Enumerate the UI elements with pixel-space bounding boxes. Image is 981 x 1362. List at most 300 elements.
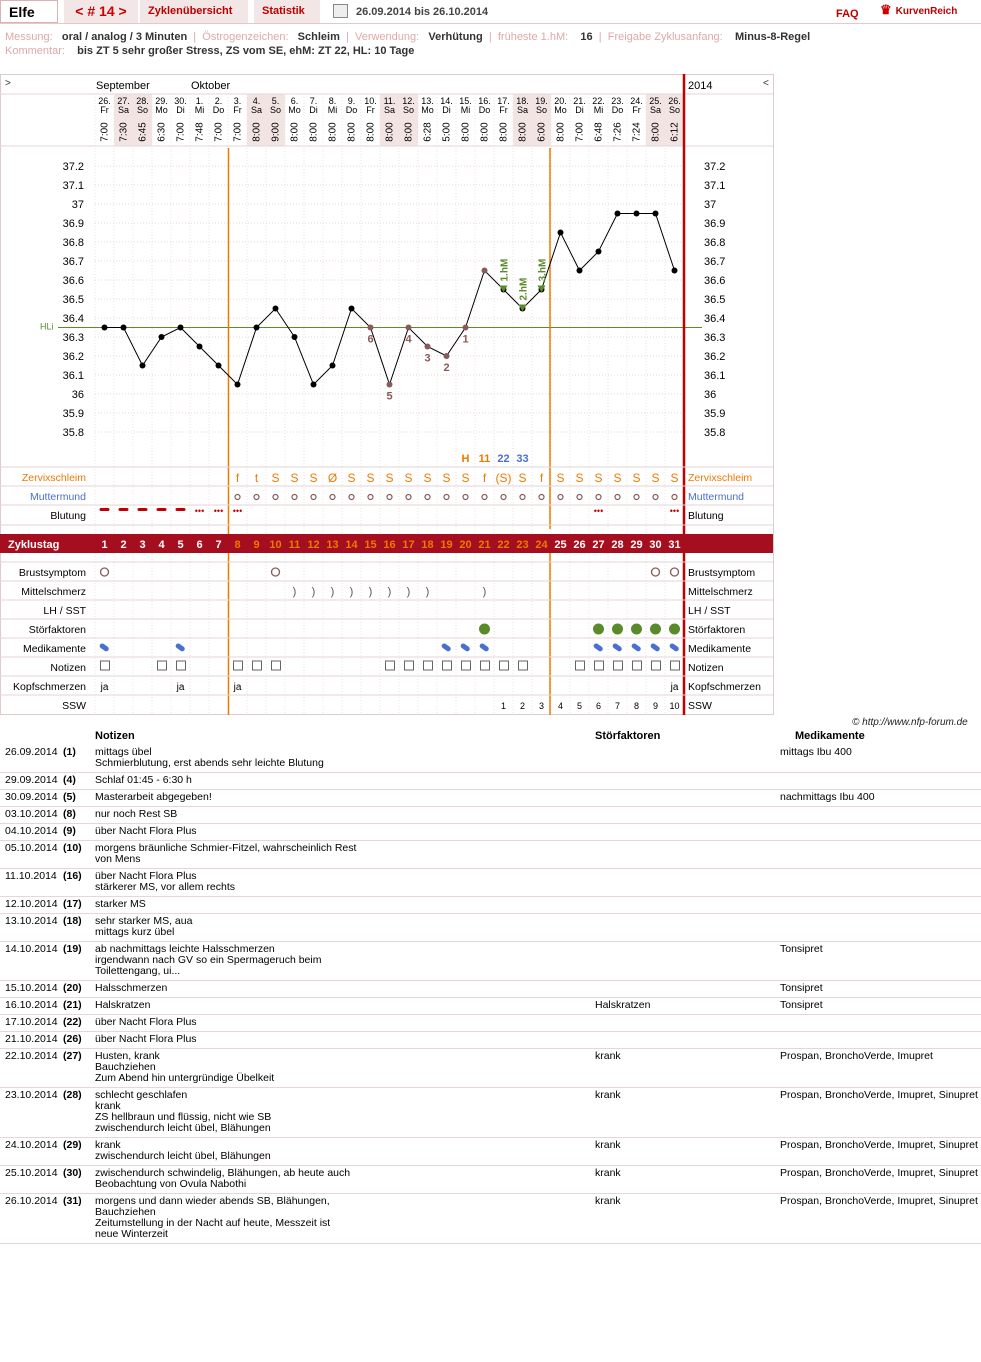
cycle-selector[interactable]: < # 14 > (64, 0, 138, 23)
time-label: 8:00 (365, 122, 377, 142)
pregnancy-week: 7 (614, 701, 621, 711)
cycle-day-number: 21 (478, 539, 491, 551)
note-line: krank (95, 1100, 121, 1112)
table-row (0, 773, 981, 790)
temp-point (349, 306, 355, 312)
weekday-label: Mo (554, 105, 567, 115)
note-line: stärkerer MS, vor allem rechts (95, 881, 236, 893)
note-icon (386, 661, 395, 670)
row-label-stoer: Störfaktoren (28, 624, 86, 636)
weekday-label: Do (478, 105, 491, 115)
y-tick-label: 37 (71, 199, 84, 211)
row-label-stoer: Störfaktoren (688, 624, 746, 636)
y-tick-label: 36 (704, 389, 717, 401)
weekday-label: So (668, 105, 681, 115)
time-label: 6:30 (156, 122, 168, 142)
note-stoerfaktor: krank (595, 1194, 780, 1244)
cycle-day-number: 18 (421, 539, 434, 551)
time-label: 8:00 (555, 122, 567, 142)
value-messung: oral / analog / 3 Minuten (61, 31, 188, 43)
logo[interactable] (880, 2, 957, 18)
note-cycle-day: (8) (63, 807, 95, 824)
th-stoerfaktoren: Störfaktoren (595, 730, 661, 742)
ovulation-pain-icon: ) (311, 586, 316, 598)
cervical-mucus-mark: S (594, 471, 603, 485)
date-label: 5. (271, 96, 280, 106)
table-row (0, 942, 981, 981)
table-row (0, 914, 981, 942)
label-messung: Messung: (5, 31, 53, 43)
date-label: 6. (290, 96, 299, 106)
value-hm: 16 (580, 31, 593, 43)
cycle-day-number: 31 (668, 539, 681, 551)
value-kommentar: bis ZT 5 sehr großer Stress, ZS vom SE, ehM: ZT 22, HL: 10 Tage (77, 45, 415, 57)
weekday-label: Di (442, 105, 451, 115)
weekday-label: Mi (194, 105, 205, 115)
y-tick-label: 35.9 (62, 408, 84, 420)
pregnancy-week: 10 (669, 701, 680, 711)
nav-prev: > (5, 78, 11, 89)
note-line: mittags übel (95, 746, 152, 758)
bleeding-mark (157, 508, 167, 511)
note-text (95, 1088, 595, 1138)
table-row (0, 745, 981, 773)
note-text (95, 745, 595, 773)
cycle-day-number: 19 (440, 539, 453, 551)
date-label: 26. (668, 96, 681, 106)
tab-statistics[interactable]: Statistik (254, 0, 320, 23)
value-oestrogen: Schleim (297, 31, 340, 43)
temp-point (577, 268, 583, 274)
note-date: 26.10.2014 (0, 1194, 63, 1244)
date-label: 20. (554, 96, 567, 106)
y-tick-label: 35.9 (704, 408, 726, 420)
y-tick-label: 36.7 (704, 256, 726, 268)
temp-point (482, 268, 488, 274)
pregnancy-week: 1 (500, 701, 507, 711)
cycle-day-number: 8 (234, 539, 241, 551)
hm-label: 1.hM (499, 258, 511, 282)
note-stoerfaktor (595, 773, 780, 790)
y-tick-label: 36.8 (62, 237, 84, 249)
note-line: Schlaf 01:45 - 6:30 h (95, 774, 192, 786)
row-label-kopf: Kopfschmerzen (688, 681, 761, 693)
month-label: September (96, 80, 150, 92)
weekday-label: Mo (421, 105, 434, 115)
note-stoerfaktor: krank (595, 1138, 780, 1166)
temp-point (330, 363, 336, 369)
note-icon (177, 661, 186, 670)
note-medikament: mittags Ibu 400 (780, 745, 981, 773)
hm-label: 3.hM (537, 258, 549, 282)
date-label: 18. (516, 96, 529, 106)
time-label: 8:00 (384, 122, 396, 142)
date-label: 27. (117, 96, 130, 106)
weekday-label: Fr (233, 105, 242, 115)
pregnancy-week: 9 (652, 701, 659, 711)
note-medikament: Tonsipret (780, 998, 981, 1015)
note-date: 05.10.2014 (0, 841, 63, 869)
weekday-label: Do (345, 105, 358, 115)
note-cycle-day: (26) (63, 1032, 95, 1049)
cycle-day-number: 7 (215, 539, 222, 551)
date-label: 12. (402, 96, 415, 106)
note-line: über Nacht Flora Plus (95, 870, 197, 882)
spotting-mark: ••• (194, 506, 205, 516)
row-label-kopf: Kopfschmerzen (13, 681, 86, 693)
y-tick-label: 36.8 (704, 237, 726, 249)
table-row (0, 1194, 981, 1244)
table-row (0, 981, 981, 998)
y-tick-label: 36.6 (704, 275, 726, 287)
note-cycle-day: (5) (63, 790, 95, 807)
note-medikament: Prospan, BronchoVerde, Imupret, Sinupret (780, 1194, 981, 1244)
ovulation-pain-icon: ) (387, 586, 392, 598)
note-medikament (780, 824, 981, 841)
note-icon (576, 661, 585, 670)
cervical-mucus-mark: S (575, 471, 584, 485)
y-tick-label: 36.9 (704, 218, 726, 230)
note-stoerfaktor (595, 1032, 780, 1049)
note-line: von Mens (95, 853, 141, 865)
cycle-day-number: 30 (649, 539, 662, 551)
note-icon (595, 661, 604, 670)
temp-point (634, 211, 640, 217)
note-stoerfaktor (595, 790, 780, 807)
note-medikament (780, 897, 981, 914)
time-label: 6:48 (593, 122, 605, 142)
note-medikament: Prospan, BronchoVerde, Imupret, Sinupret (780, 1138, 981, 1166)
temp-point (387, 382, 393, 388)
pregnancy-week: 4 (557, 701, 564, 711)
date-label: 22. (592, 96, 605, 106)
note-date: 29.09.2014 (0, 773, 63, 790)
time-label: 9:00 (270, 122, 282, 142)
low-label: 3 (424, 352, 431, 365)
weekday-label: Di (309, 105, 318, 115)
note-icon (272, 661, 281, 670)
label-hm: früheste 1.hM: (497, 31, 569, 43)
user-name: Elfe (0, 0, 58, 23)
weekday-label: Di (575, 105, 584, 115)
cervical-mucus-mark: S (461, 471, 470, 485)
row-label-lh: LH / SST (43, 605, 86, 617)
weekday-label: Do (611, 105, 624, 115)
bleeding-mark (100, 508, 110, 511)
note-icon (633, 661, 642, 670)
date-label: 3. (233, 96, 242, 106)
note-date: 04.10.2014 (0, 824, 63, 841)
note-icon (500, 661, 509, 670)
date-label: 17. (497, 96, 510, 106)
weekday-label: Mi (460, 105, 471, 115)
y-tick-label: 36.2 (62, 351, 84, 363)
y-tick-label: 36.1 (62, 370, 84, 382)
weekday-label: So (402, 105, 415, 115)
separator: | (190, 31, 200, 43)
note-line: Beobachtung von Ovula Nabothi (95, 1178, 247, 1190)
cycle-day-number: 6 (196, 539, 203, 551)
date-label: 8. (328, 96, 337, 106)
peak-mark: 22 (497, 453, 510, 465)
headache-mark: ja (176, 682, 185, 693)
disturbance-icon (650, 624, 661, 635)
table-row (0, 824, 981, 841)
row-label-ssw: SSW (62, 700, 86, 712)
headache-mark: ja (233, 682, 242, 693)
note-medikament: nachmittags Ibu 400 (780, 790, 981, 807)
value-freigabe: Minus-8-Regel (734, 31, 811, 43)
pregnancy-week: 2 (519, 701, 526, 711)
weekday-label: Mi (327, 105, 338, 115)
y-tick-label: 36.4 (62, 313, 84, 325)
y-tick-label: 36.1 (704, 370, 726, 382)
row-label-brust: Brustsymptom (18, 567, 86, 579)
time-label: 6:45 (137, 122, 149, 142)
time-label: 7:30 (118, 122, 130, 142)
row-label-mittel: Mittelschmerz (21, 586, 86, 598)
note-cycle-day: (22) (63, 1015, 95, 1032)
disturbance-icon (669, 624, 680, 635)
note-icon (158, 661, 167, 670)
note-medikament: Prospan, BronchoVerde, Imupret, Sinupret (780, 1088, 981, 1138)
temp-point (102, 325, 108, 331)
note-cycle-day: (1) (63, 745, 95, 773)
note-stoerfaktor (595, 1015, 780, 1032)
row-label-lh: LH / SST (688, 605, 731, 617)
time-label: 8:00 (650, 122, 662, 142)
weekday-label: Di (176, 105, 185, 115)
cervical-mucus-mark: Ø (327, 471, 338, 485)
note-stoerfaktor: krank (595, 1088, 780, 1138)
y-tick-label: 36.3 (704, 332, 726, 344)
note-line: krank (95, 1139, 121, 1151)
cervical-mucus-mark: S (442, 471, 451, 485)
note-stoerfaktor: krank (595, 1049, 780, 1088)
disturbance-icon (479, 624, 490, 635)
ovulation-pain-icon: ) (482, 586, 487, 598)
y-tick-label: 36.2 (704, 351, 726, 363)
note-date: 26.09.2014 (0, 745, 63, 773)
pregnancy-week: 5 (576, 701, 583, 711)
time-label: 8:00 (251, 122, 263, 142)
temp-point (197, 344, 203, 350)
label-freigabe: Freigabe Zyklusanfang: (607, 31, 723, 43)
note-medikament (780, 1032, 981, 1049)
table-row (0, 998, 981, 1015)
time-label: 7:26 (612, 122, 624, 142)
note-line: Bauchziehen (95, 1206, 156, 1218)
note-cycle-day: (18) (63, 914, 95, 942)
tab-overview[interactable]: Zyklenübersicht (140, 0, 248, 23)
time-label: 8:00 (289, 122, 301, 142)
note-medikament (780, 841, 981, 869)
date-label: 15. (459, 96, 472, 106)
time-label: 8:00 (308, 122, 320, 142)
y-tick-label: 36.4 (704, 313, 726, 325)
note-text (95, 1166, 595, 1194)
time-label: 7:00 (213, 122, 225, 142)
time-label: 7:00 (232, 122, 244, 142)
note-icon (652, 661, 661, 670)
weekday-label: So (269, 105, 282, 115)
cycle-day-number: 13 (326, 539, 339, 551)
temp-point (140, 363, 146, 369)
print-icon[interactable] (333, 4, 348, 18)
logo-text: KurvenReich (895, 6, 958, 17)
date-label: 4. (252, 96, 261, 106)
note-cycle-day: (31) (63, 1194, 95, 1244)
note-date: 13.10.2014 (0, 914, 63, 942)
cycle-day-number: 9 (253, 539, 260, 551)
disturbance-icon (612, 624, 623, 635)
time-label: 8:00 (403, 122, 415, 142)
table-row (0, 1166, 981, 1194)
note-line: Zum Abend hin untergründige Übelkeit (95, 1072, 275, 1084)
note-icon (481, 661, 490, 670)
note-line: zwischendurch leicht übel, Blähungen (95, 1150, 271, 1162)
cervical-mucus-mark: t (254, 471, 259, 485)
label-verwendung: Verwendung: (354, 31, 420, 43)
cycle-day-number: 17 (402, 539, 415, 551)
date-label: 29. (155, 96, 168, 106)
date-label: 9. (347, 96, 356, 106)
y-tick-label: 36.6 (62, 275, 84, 287)
low-label: 6 (367, 333, 374, 346)
note-text (95, 914, 595, 942)
note-icon (101, 661, 110, 670)
note-line: morgens bräunliche Schmier-Fitzel, wahrscheinlich Rest (95, 842, 357, 854)
y-tick-label: 37.1 (704, 180, 726, 192)
cervical-mucus-mark: S (347, 471, 356, 485)
note-text (95, 1194, 595, 1244)
note-medikament: Tonsipret (780, 942, 981, 981)
note-stoerfaktor (595, 745, 780, 773)
table-row (0, 1138, 981, 1166)
cervical-mucus-mark: S (385, 471, 394, 485)
pregnancy-week: 6 (595, 701, 602, 711)
cervical-mucus-mark: S (290, 471, 299, 485)
note-cycle-day: (28) (63, 1088, 95, 1138)
note-icon (405, 661, 414, 670)
note-text (95, 869, 595, 897)
weekday-label: Mo (288, 105, 301, 115)
table-row (0, 869, 981, 897)
note-cycle-day: (30) (63, 1166, 95, 1194)
temp-point (615, 211, 621, 217)
note-date: 17.10.2014 (0, 1015, 63, 1032)
temp-point (235, 382, 241, 388)
note-date: 23.10.2014 (0, 1088, 63, 1138)
date-label: 24. (630, 96, 643, 106)
note-stoerfaktor (595, 824, 780, 841)
th-notizen: Notizen (95, 730, 135, 742)
bleeding-mark (119, 508, 129, 511)
note-stoerfaktor (595, 942, 780, 981)
cervical-mucus-mark: S (518, 471, 527, 485)
ovulation-pain-icon: ) (349, 586, 354, 598)
table-row (0, 841, 981, 869)
weekday-label: Fr (100, 105, 109, 115)
time-label: 5:00 (441, 122, 453, 142)
note-line: Husten, krank (95, 1050, 160, 1062)
temp-point (121, 325, 127, 331)
note-date: 14.10.2014 (0, 942, 63, 981)
note-icon (253, 661, 262, 670)
weekday-label: So (136, 105, 149, 115)
cervical-mucus-mark: f (482, 471, 487, 485)
temp-point (254, 325, 260, 331)
note-cycle-day: (16) (63, 869, 95, 897)
note-medikament: Prospan, BronchoVerde, Imupret (780, 1049, 981, 1088)
ovulation-pain-icon: ) (406, 586, 411, 598)
note-date: 12.10.2014 (0, 897, 63, 914)
note-stoerfaktor (595, 807, 780, 824)
cervical-mucus-mark: S (404, 471, 413, 485)
note-date: 25.10.2014 (0, 1166, 63, 1194)
time-label: 8:00 (498, 122, 510, 142)
note-medikament: Prospan, BronchoVerde, Imupret, Sinupret (780, 1166, 981, 1194)
note-text (95, 790, 595, 807)
note-line: zwischendurch schwindelig, Blähungen, ab heute auch (95, 1167, 351, 1179)
cervical-mucus-mark: S (613, 471, 622, 485)
headache-mark: ja (100, 682, 109, 693)
row-label-mittel: Mittelschmerz (688, 586, 753, 598)
weekday-label: Sa (383, 105, 396, 115)
cycle-day-number: 28 (611, 539, 624, 551)
time-label: 7:00 (574, 122, 586, 142)
note-text (95, 773, 595, 790)
weekday-label: Do (212, 105, 225, 115)
note-line: Halskratzen (95, 999, 151, 1011)
time-label: 8:00 (517, 122, 529, 142)
meta-line-2 (5, 44, 980, 58)
ovulation-pain-icon: ) (425, 586, 430, 598)
row-label-mumu: Muttermund (688, 491, 745, 503)
cycle-chart (0, 74, 775, 716)
note-icon (234, 661, 243, 670)
note-line: irgendwann nach GV so ein Spermageruch beim (95, 954, 322, 966)
date-label: 19. (535, 96, 548, 106)
weekday-label: Fr (366, 105, 375, 115)
note-line: nur noch Rest SB (95, 808, 178, 820)
note-text (95, 1049, 595, 1088)
date-label: 11. (383, 96, 396, 106)
note-line: Zeitumstellung in der Nacht auf heute, Messzeit ist (95, 1217, 331, 1229)
weekday-label: Mi (593, 105, 604, 115)
cervical-mucus-mark: f (539, 471, 544, 485)
spotting-mark: ••• (669, 506, 680, 516)
nav-next: < (763, 78, 769, 89)
cycle-day-number: 1 (101, 539, 108, 551)
low-label: 2 (443, 362, 450, 374)
note-stoerfaktor (595, 869, 780, 897)
note-cycle-day: (9) (63, 824, 95, 841)
temp-point (216, 363, 222, 369)
cycle-day-number: 14 (345, 539, 358, 551)
note-medikament (780, 1015, 981, 1032)
temp-point (672, 268, 678, 274)
date-label: 25. (649, 96, 662, 106)
cervical-mucus-mark: S (366, 471, 375, 485)
cycle-day-number: 5 (177, 539, 184, 551)
table-row (0, 807, 981, 824)
hm-label: 2.hM (518, 277, 530, 301)
temp-point (273, 306, 279, 312)
note-text (95, 807, 595, 824)
row-label-brust: Brustsymptom (688, 567, 756, 579)
faq-link[interactable]: FAQ (836, 8, 859, 20)
